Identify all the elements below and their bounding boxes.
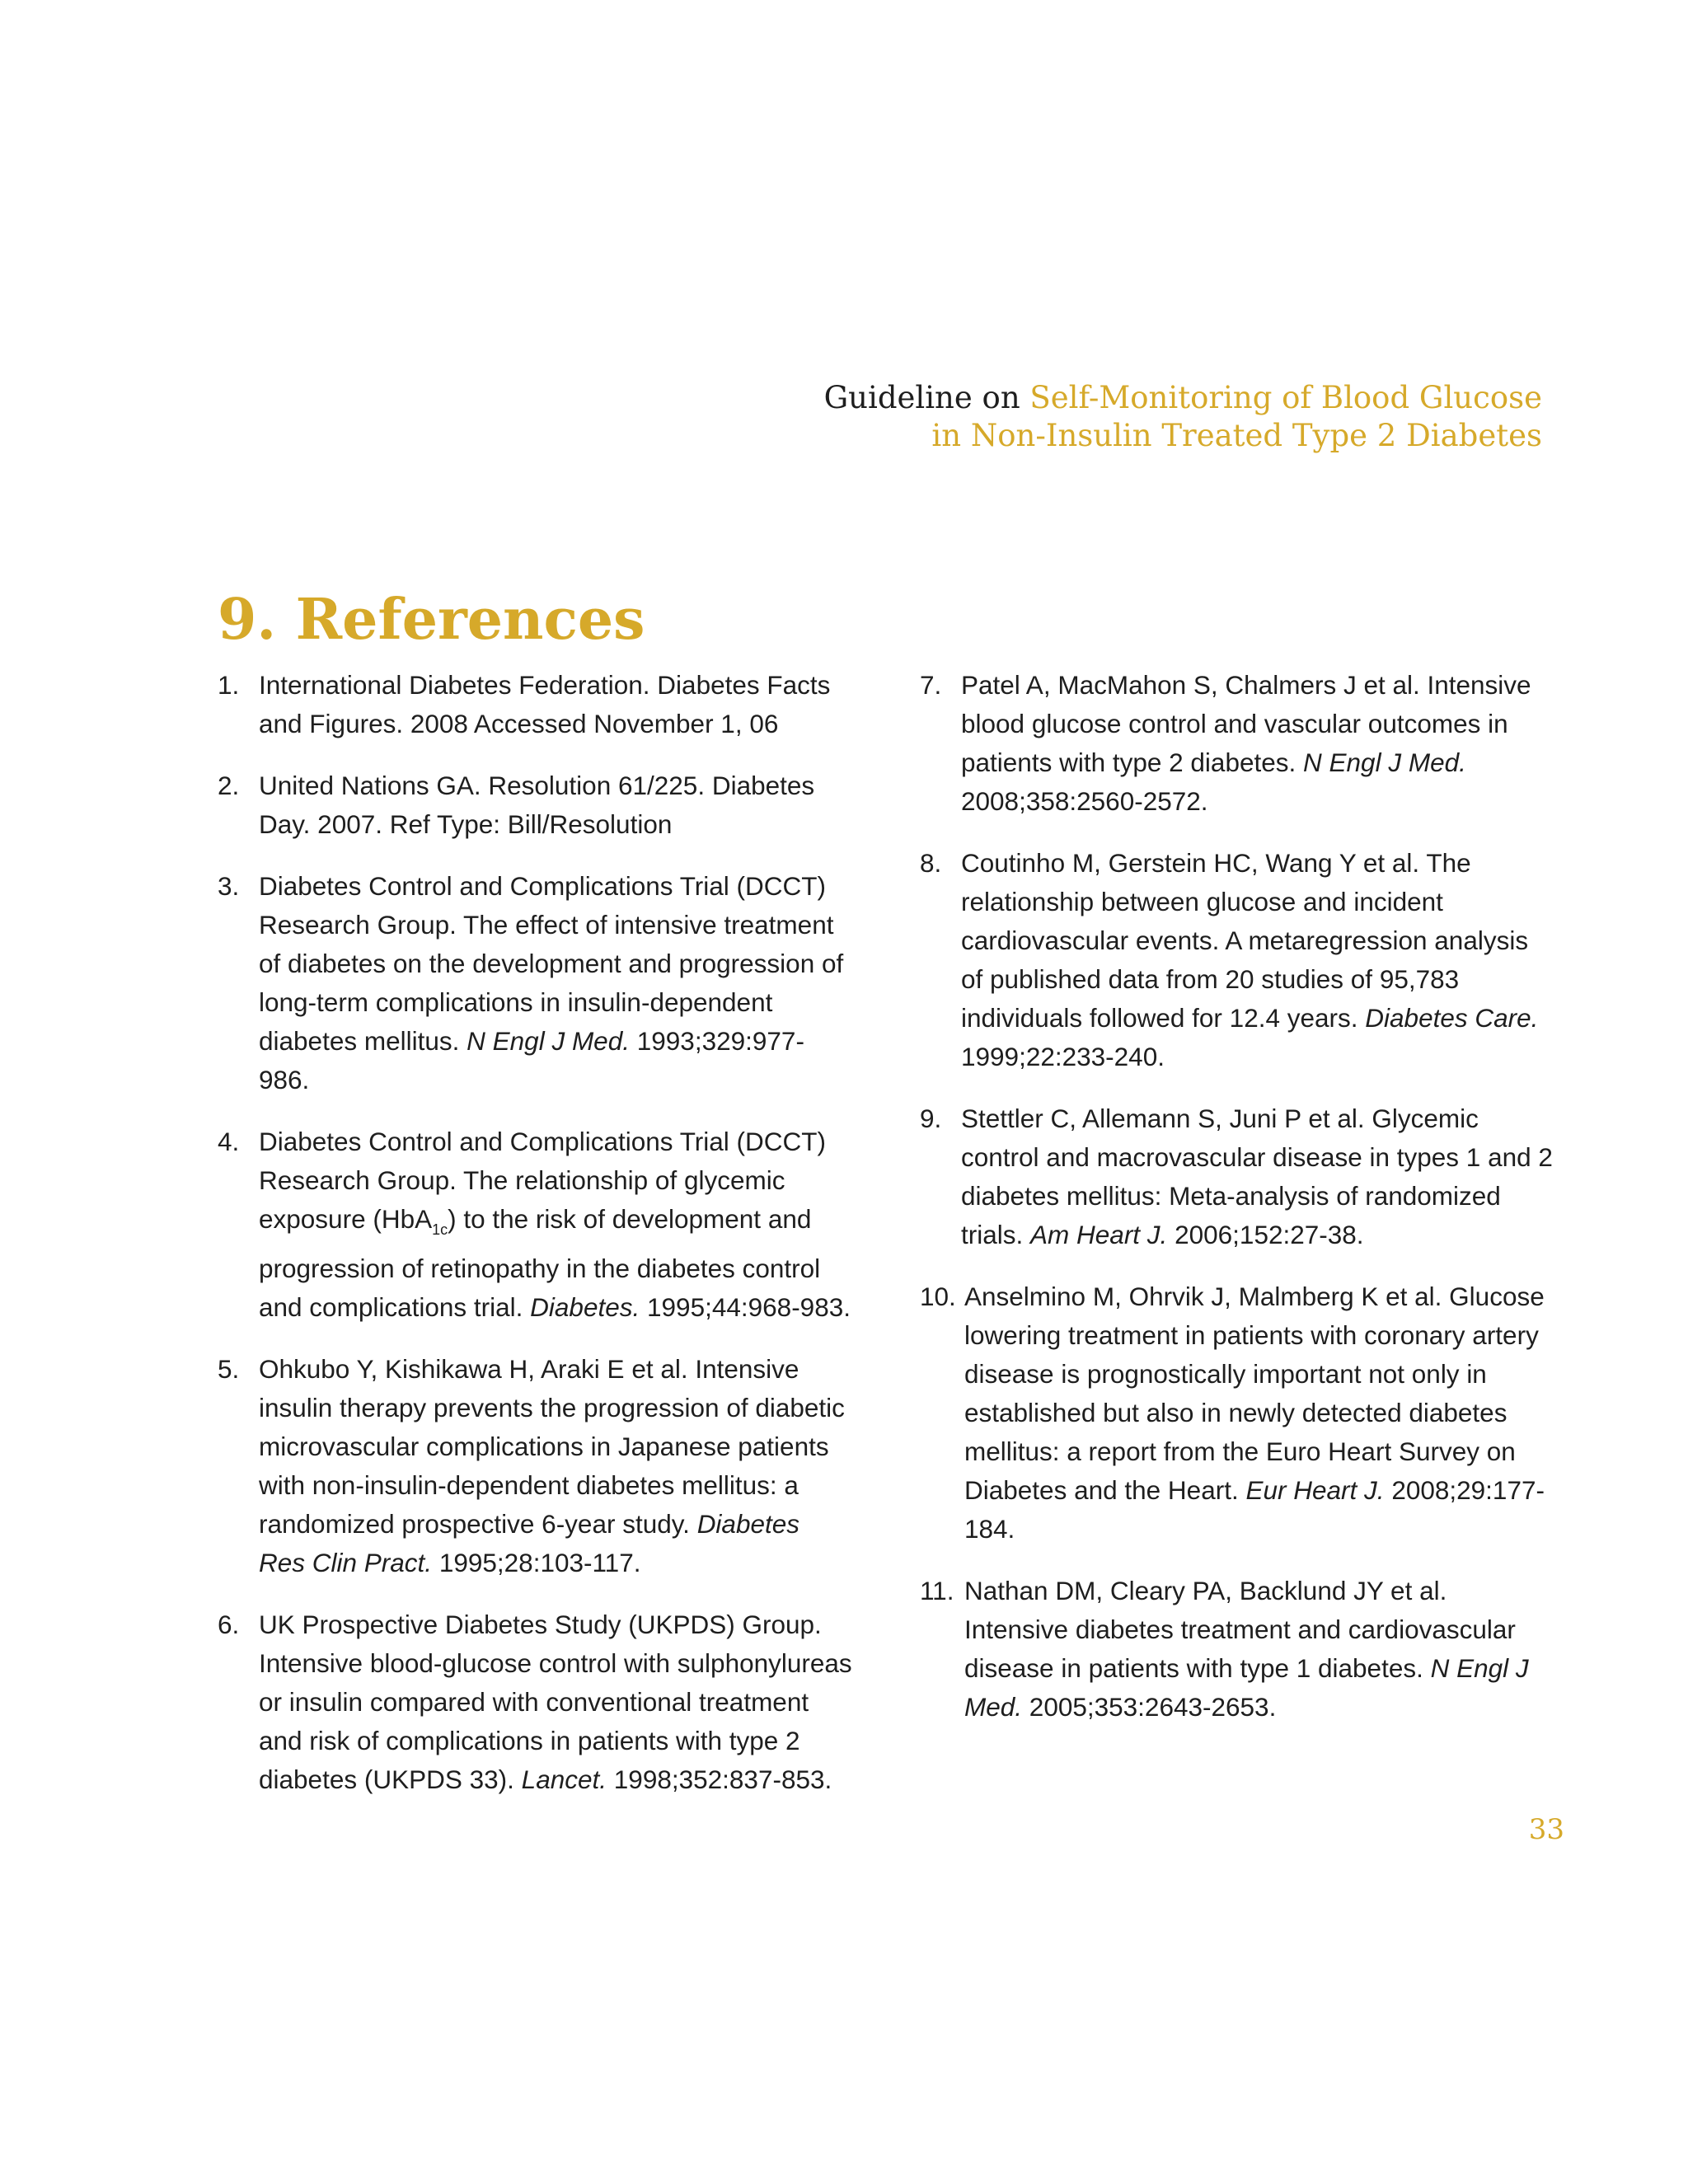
reference-item-5: [218, 1350, 852, 1582]
header-lead: Guideline on: [823, 380, 1020, 415]
reference-item-2: [218, 766, 852, 844]
running-header: [824, 379, 1542, 455]
reference-item-10: [920, 1277, 1554, 1549]
reference-volume: 1995;28:103-117.: [438, 1548, 641, 1577]
reference-text: Diabetes Control and Complications Trial (DCCT) Research Group. The effect of intensive treatment of diabetes on the development and progression of long-term complications in insulin-dependent diabetes mellitus.: [259, 871, 844, 1056]
reference-item-6: [218, 1605, 852, 1799]
reference-item-3: [218, 867, 852, 1099]
reference-number: 10.: [920, 1282, 956, 1311]
reference-volume: 1993;329:977-986.: [259, 1026, 804, 1094]
reference-volume: 1999;22:233-240.: [961, 1042, 1165, 1071]
reference-volume: 2008;358:2560-2572.: [961, 786, 1208, 816]
reference-number: 4.: [218, 1127, 240, 1156]
references-column-left: [218, 666, 852, 1822]
reference-journal: Diabetes Care.: [1365, 1003, 1539, 1033]
reference-number: 6.: [218, 1610, 240, 1639]
reference-text: Coutinho M, Gerstein HC, Wang Y et al. The relationship between glucose and incident cardiovascular events. A metaregression analysis of published data from 20 studies of 95,783 individuals followed for 12.4 years.: [961, 848, 1529, 1033]
reference-text-continued: ) to the risk of development and progression of retinopathy in the diabetes control and complications trial.: [259, 1204, 821, 1322]
reference-number: 11.: [920, 1576, 954, 1605]
reference-subscript: 1c: [432, 1221, 448, 1238]
reference-number: 8.: [920, 848, 942, 878]
references-column-right: [920, 666, 1554, 1750]
reference-number: 3.: [218, 871, 240, 901]
reference-text: UK Prospective Diabetes Study (UKPDS) Group. Intensive blood-glucose control with sulphonylureas or insulin compared with conventional treatment and risk of complications in patients with type 2 diabetes (UKPDS 33).: [259, 1610, 852, 1794]
reference-text: Nathan DM, Cleary PA, Backlund JY et al. Intensive diabetes treatment and cardiovascular disease in patients with type 1 diabetes.: [964, 1576, 1516, 1683]
reference-journal: Eur Heart J.: [1245, 1475, 1385, 1505]
reference-journal: N Engl J Med.: [467, 1026, 630, 1056]
reference-text: Patel A, MacMahon S, Chalmers J et al. Intensive blood glucose control and vascular outcomes in patients with type 2 diabetes.: [961, 670, 1531, 777]
reference-text: Stettler C, Allemann S, Juni P et al. Glycemic control and macrovascular disease in types 1 and 2 diabetes mellitus: Meta-analysis of randomized trials.: [961, 1104, 1553, 1249]
reference-volume: 2008;29:177-184.: [964, 1475, 1545, 1544]
reference-journal: N Engl J Med.: [1303, 748, 1466, 777]
page-number: 33: [1528, 1813, 1564, 1846]
header-accent-line-1: Self-Monitoring of Blood Glucose: [1029, 380, 1542, 415]
reference-text: Ohkubo Y, Kishikawa H, Araki E et al. Intensive insulin therapy prevents the progression of diabetic microvascular complications in Japanese patients with non-insulin-dependent diabetes mellitus: a randomized prospective 6-year study.: [259, 1354, 845, 1539]
section-title: 9. References: [218, 587, 645, 653]
reference-item-7: [920, 666, 1554, 821]
reference-journal: Diabetes.: [530, 1292, 640, 1322]
reference-volume: 2005;353:2643-2653.: [1029, 1692, 1277, 1722]
reference-item-11: [920, 1572, 1554, 1727]
reference-item-8: [920, 844, 1554, 1076]
reference-number: 7.: [920, 670, 942, 700]
reference-text: United Nations GA. Resolution 61/225. Diabetes Day. 2007. Ref Type: Bill/Resolution: [259, 771, 815, 839]
reference-journal: Diabetes Res Clin Pract.: [259, 1509, 800, 1577]
reference-text: Anselmino M, Ohrvik J, Malmberg K et al. Glucose lowering treatment in patients with coronary artery disease is prognostically important not only in established but also in newly detected diabetes mellitus: a report from the Euro Heart Survey on Diabetes and the Heart.: [964, 1282, 1545, 1505]
reference-journal: Lancet.: [521, 1765, 607, 1794]
reference-number: 5.: [218, 1354, 240, 1384]
header-accent-line-2: in Non-Insulin Treated Type 2 Diabetes: [931, 418, 1542, 453]
reference-text: Diabetes Control and Complications Trial (DCCT) Research Group. The relationship of glycemic exposure (HbA: [259, 1127, 826, 1234]
reference-journal: Am Heart J.: [1030, 1220, 1168, 1249]
reference-number: 9.: [920, 1104, 942, 1133]
reference-volume: 1998;352:837-853.: [613, 1765, 832, 1794]
reference-volume: 2006;152:27-38.: [1175, 1220, 1364, 1249]
reference-volume: 1995;44:968-983.: [647, 1292, 851, 1322]
reference-journal: N Engl J Med.: [964, 1653, 1529, 1722]
reference-item-1: [218, 666, 852, 743]
reference-item-4: [218, 1122, 852, 1327]
reference-number: 2.: [218, 771, 240, 800]
reference-item-9: [920, 1099, 1554, 1254]
reference-text: International Diabetes Federation. Diabetes Facts and Figures. 2008 Accessed November 1, 06: [259, 670, 831, 738]
reference-number: 1.: [218, 670, 240, 700]
